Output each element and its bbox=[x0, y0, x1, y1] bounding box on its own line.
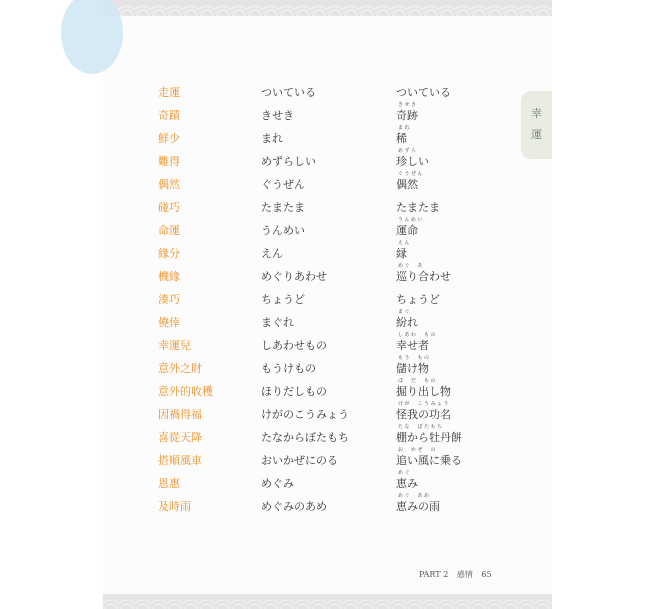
vocab-row bbox=[103, 400, 552, 423]
furigana: めずら bbox=[398, 148, 418, 154]
japanese-term: 怪我の功名 bbox=[396, 408, 451, 421]
vocab-row bbox=[103, 170, 552, 193]
furigana: めぐ あめ bbox=[398, 493, 431, 499]
chinese-term: 碰巧 bbox=[158, 201, 180, 214]
footer-section: 感情 bbox=[456, 570, 473, 579]
vocab-row bbox=[103, 331, 552, 354]
kana-reading: たまたま bbox=[261, 201, 305, 214]
kana-reading: ついている bbox=[261, 86, 316, 99]
kana-reading: うんめい bbox=[261, 224, 305, 237]
kana-reading: もうけもの bbox=[261, 362, 316, 375]
japanese-term: 珍しい bbox=[396, 155, 429, 168]
chinese-term: 喜從天降 bbox=[158, 431, 202, 444]
furigana: きせき bbox=[398, 102, 418, 108]
vocab-row bbox=[103, 377, 552, 400]
japanese-term: 縁 bbox=[396, 247, 407, 260]
japanese-term: ついている bbox=[396, 86, 451, 99]
japanese-term: 掘り出し物 bbox=[396, 385, 451, 398]
kana-reading: めぐみ bbox=[261, 477, 294, 490]
kana-reading: ちょうど bbox=[261, 293, 305, 306]
furigana: ぐうぜん bbox=[398, 171, 425, 177]
japanese-term: 儲け物 bbox=[396, 362, 429, 375]
kana-reading: めぐりあわせ bbox=[261, 270, 327, 283]
decorative-circle bbox=[61, 0, 123, 74]
furigana: えん bbox=[398, 240, 412, 246]
japanese-term: たまたま bbox=[396, 201, 440, 214]
kana-reading: めずらしい bbox=[261, 155, 316, 168]
chinese-term: 意外之財 bbox=[158, 362, 202, 375]
chinese-term: 鮮少 bbox=[158, 132, 180, 145]
chinese-term: 湊巧 bbox=[158, 293, 180, 306]
vocab-row bbox=[103, 446, 552, 469]
page-number: 65 bbox=[481, 570, 492, 579]
chinese-term: 奇蹟 bbox=[158, 109, 180, 122]
chinese-term: 因禍得福 bbox=[158, 408, 202, 421]
kana-reading: しあわせもの bbox=[261, 339, 327, 352]
kana-reading: ほりだしもの bbox=[261, 385, 327, 398]
japanese-term: 巡り合わせ bbox=[396, 270, 451, 283]
book-page bbox=[103, 0, 552, 609]
japanese-term: 奇跡 bbox=[396, 109, 418, 122]
side-tab-char-2: 運 bbox=[531, 128, 542, 141]
chinese-term: 意外的收穫 bbox=[158, 385, 213, 398]
chinese-term: 偶然 bbox=[158, 178, 180, 191]
vocab-row bbox=[103, 423, 552, 446]
chinese-term: 緣分 bbox=[158, 247, 180, 260]
kana-reading: えん bbox=[261, 247, 283, 260]
furigana: ほ だ もの bbox=[398, 378, 438, 384]
kana-reading: まぐれ bbox=[261, 316, 294, 329]
kana-reading: まれ bbox=[261, 132, 283, 145]
japanese-term: 運命 bbox=[396, 224, 418, 237]
chinese-term: 命運 bbox=[158, 224, 180, 237]
top-wave-pattern bbox=[103, 0, 552, 16]
vocab-row bbox=[103, 124, 552, 147]
chinese-term: 機緣 bbox=[158, 270, 180, 283]
vocab-row bbox=[103, 308, 552, 331]
furigana: めぐ bbox=[398, 470, 412, 476]
furigana: うんめい bbox=[398, 217, 425, 223]
chinese-term: 及時雨 bbox=[158, 500, 191, 513]
vocab-row bbox=[103, 354, 552, 377]
japanese-term: 紛れ bbox=[396, 316, 418, 329]
japanese-term: ちょうど bbox=[396, 293, 440, 306]
furigana: しあわ もの bbox=[398, 332, 438, 338]
chinese-term: 走運 bbox=[158, 86, 180, 99]
kana-reading: きせき bbox=[261, 109, 294, 122]
chinese-term: 恩惠 bbox=[158, 477, 180, 490]
chinese-term: 難得 bbox=[158, 155, 180, 168]
vocab-row bbox=[103, 78, 552, 101]
vocab-row bbox=[103, 147, 552, 170]
vocab-row bbox=[103, 101, 552, 124]
kana-reading: たなからぼたもち bbox=[261, 431, 349, 444]
furigana: たな ぼたもち bbox=[398, 424, 444, 430]
bottom-wave-pattern bbox=[103, 594, 552, 609]
vocab-row bbox=[103, 239, 552, 262]
kana-reading: おいかぜにのる bbox=[261, 454, 338, 467]
chinese-term: 幸運兒 bbox=[158, 339, 191, 352]
side-tab-char-1: 幸 bbox=[531, 107, 542, 121]
japanese-term: 恵み bbox=[396, 477, 418, 490]
vocab-row bbox=[103, 262, 552, 285]
furigana: もう もの bbox=[398, 355, 431, 361]
vocab-row bbox=[103, 216, 552, 239]
kana-reading: めぐみのあめ bbox=[261, 500, 327, 513]
furigana: お かぜ の bbox=[398, 447, 438, 453]
japanese-term: 偶然 bbox=[396, 178, 418, 191]
chinese-term: 僥倖 bbox=[158, 316, 180, 329]
furigana: けが こうみょう bbox=[398, 401, 451, 407]
kana-reading: ぐうぜん bbox=[261, 178, 305, 191]
vocab-row bbox=[103, 193, 552, 216]
chinese-term: 搭順風車 bbox=[158, 454, 202, 467]
kana-reading: けがのこうみょう bbox=[261, 408, 349, 421]
furigana: まれ bbox=[398, 125, 412, 131]
furigana: めぐ あ bbox=[398, 263, 425, 269]
vocab-row bbox=[103, 469, 552, 492]
japanese-term: 幸せ者 bbox=[396, 339, 429, 352]
page-footer bbox=[419, 569, 498, 580]
furigana: まぐ bbox=[398, 309, 412, 315]
vocab-row bbox=[103, 492, 552, 515]
japanese-term: 稀 bbox=[396, 132, 407, 145]
japanese-term: 棚から牡丹餅 bbox=[396, 431, 462, 444]
japanese-term: 恵みの雨 bbox=[396, 500, 440, 513]
footer-part: PART 2 bbox=[419, 570, 449, 579]
japanese-term: 追い風に乗る bbox=[396, 454, 462, 467]
vocab-row bbox=[103, 285, 552, 308]
